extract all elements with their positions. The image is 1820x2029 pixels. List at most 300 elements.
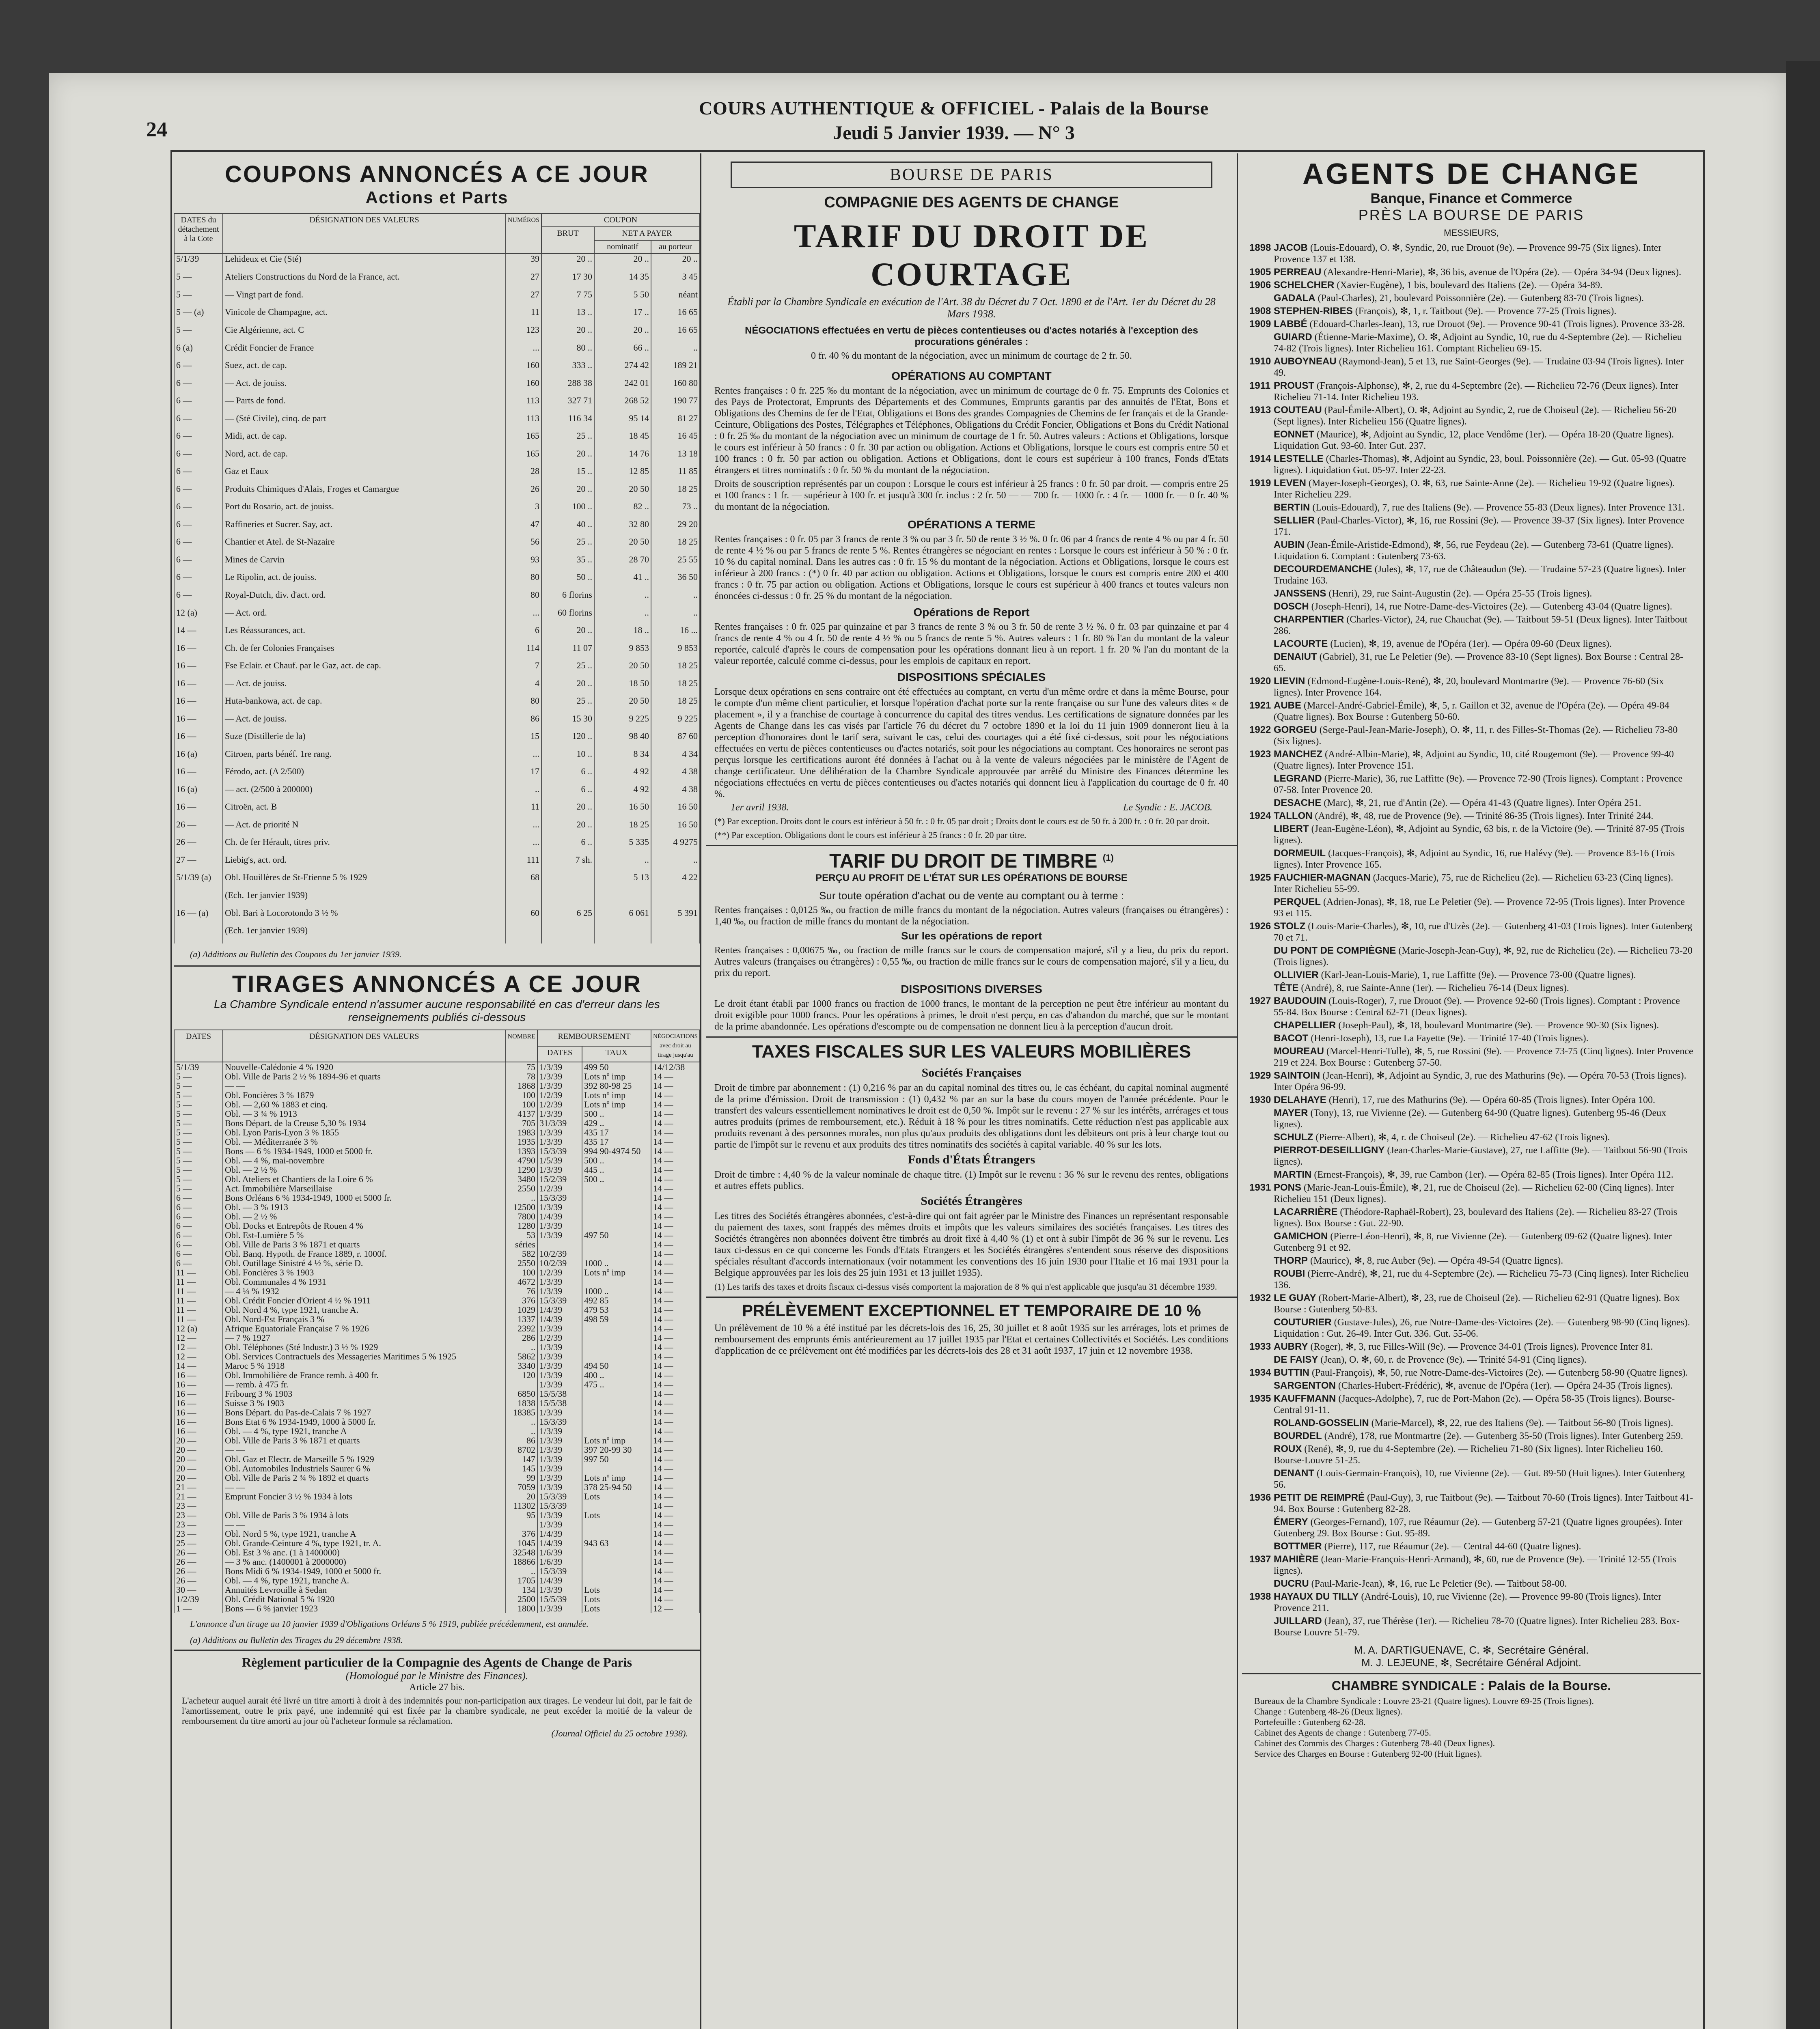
cell-brut: 25 .. (541, 696, 594, 714)
agents-sub2: PRÈS LA BOURSE DE PARIS (1358, 207, 1585, 223)
cell-neg: 14 — (651, 1146, 700, 1156)
cell-designation (223, 1501, 506, 1510)
agent-year (1249, 332, 1274, 354)
cell-brut: 20 .. (541, 625, 594, 643)
cell-numero: 7 (506, 661, 541, 678)
cell-date: 16 — (174, 696, 223, 714)
cell-rdate: 1/3/39 (537, 1202, 582, 1212)
cell-taux: 497 50 (582, 1230, 651, 1240)
cell-date: 16 — (174, 1417, 223, 1426)
cell-brut: 288 38 (541, 378, 594, 396)
cell-taux: Lots (582, 1594, 651, 1604)
cell-taux: 475 .. (582, 1380, 651, 1389)
agent-name: PIERROT-DESEILLIGNY (1274, 1145, 1385, 1156)
cell-rdate: 1/5/39 (537, 1156, 582, 1165)
cell-rdate (537, 1240, 582, 1249)
cell-rdate: 15/3/39 (537, 1492, 582, 1501)
prelev-title: PRÉLÈVEMENT EXCEPTIONNEL ET TEMPORAIRE DE 10 % (742, 1302, 1201, 1320)
cell-neg: 14 — (651, 1165, 700, 1174)
cell-designation: Vinicole de Champagne, act. (223, 307, 506, 325)
cell-designation: Fribourg 3 % 1903 (223, 1389, 506, 1398)
cell-date: 6 — (174, 449, 223, 467)
agent-entry (1249, 1554, 1693, 1577)
agent-year (1249, 651, 1274, 674)
table-row (174, 1109, 700, 1118)
cell-nominatif: 274 42 (594, 360, 651, 378)
souscription-text: Droits de souscription représentés par un coupon : Lorsque le cours est inférieur à 25 francs : 0 fr. 50 par droit. — compris entre 25 et 100 francs : 1 fr. — supérieur à 100 fr. et jusqu'à 300 fr. inclus : 2 fr. 50 — — 700 fr. — 1000 fr. : 4 fr. — 1000 fr. — 0 fr. 40 % du montant de la négociation. (714, 479, 1229, 512)
col-designation: DÉSIGNATION DES VALEURS (223, 213, 506, 254)
agent-text (1274, 969, 1693, 981)
cell-porteur: 16 45 (651, 431, 700, 449)
cell-designation: Citroën, act. B (223, 802, 506, 820)
table-row (174, 1548, 700, 1557)
table-row (174, 1277, 700, 1286)
cell-rdate: 1/3/39 (537, 1454, 582, 1464)
cell-date: 21 — (174, 1482, 223, 1492)
table-row (174, 872, 700, 890)
tirages-note1: L'annonce d'un tirage au 10 janvier 1939 d'Obligations Orléans 5 % 1919, publiée précédemment, est annulée. (190, 1619, 589, 1629)
cell-neg: 14 — (651, 1118, 700, 1128)
cell-taux: Lots (582, 1492, 651, 1501)
agent-name: CHAPELLIER (1274, 1020, 1336, 1031)
cell-porteur: 18 25 (651, 537, 700, 555)
cell-date: 6 — (174, 572, 223, 590)
cell-neg: 14 — (651, 1510, 700, 1520)
table-row (174, 1081, 700, 1090)
cell-brut: 7 75 (541, 290, 594, 308)
cell-nombre: 1800 (506, 1604, 537, 1613)
cell-porteur: 190 77 (651, 396, 700, 414)
agent-entry (1249, 810, 1693, 822)
cell-porteur: .. (651, 855, 700, 873)
cell-rdate: 1/3/39 (537, 1520, 582, 1529)
chambre-lines (1254, 1696, 1688, 1759)
cell-rdate: 1/3/39 (537, 1324, 582, 1333)
cell-rdate: 15/3/39 (537, 1417, 582, 1426)
reglement-text: L'acheteur auquel aurait été livré un titre amorti à droit à des indemnités pour non-participation aux tirages. Le vendeur lui doit, par le fait de l'amortissement, outre le prix payé, une indemnité qui est fixée par la chambre syndicale, ne peut excéder la moitié de la valeur de remboursement du titre amorti au jour où l'acheteur formule sa réclamation. (182, 1695, 692, 1726)
agent-text (1274, 1591, 1693, 1614)
cell-numero: 80 (506, 696, 541, 714)
agent-entry (1249, 1367, 1693, 1379)
col-dates: DATES du détachement à la Cote (174, 213, 223, 254)
cell-date: 6 — (174, 484, 223, 502)
agent-text (1274, 319, 1693, 330)
cell-designation: Obl. — 4 %, type 1921, tranche A (223, 1426, 506, 1436)
cell-nombre: 18385 (506, 1408, 537, 1417)
cell-porteur (651, 890, 700, 908)
cell-designation: Royal-Dutch, div. d'act. ord. (223, 590, 506, 608)
agent-details: (Jean), O. ✻, 60, r. de Provence (9e). — Trinité 54-91 (Cinq lignes). (1320, 1355, 1587, 1365)
table-row (174, 378, 700, 396)
agent-year: 1936 (1249, 1492, 1271, 1503)
cell-nominatif: 18 .. (594, 625, 651, 643)
agent-name: MARTIN (1274, 1169, 1312, 1180)
cell-taux (582, 1529, 651, 1538)
cell-date (174, 926, 223, 943)
agent-details: (Jean-Charles-Marie-Gustave), 27, rue Laffitte (9e). — Taitbout 56-90 (Trois lignes). (1274, 1145, 1688, 1167)
cell-rdate: 1/3/39 (537, 1464, 582, 1473)
agent-text (1274, 773, 1693, 796)
cell-date: 16 — (174, 802, 223, 820)
cell-designation: Obl. Gaz et Electr. de Marseille 5 % 1929 (223, 1454, 506, 1464)
cell-nombre: 147 (506, 1454, 537, 1464)
cell-nombre: .. (506, 1426, 537, 1436)
agent-details: (Jacques-Marie), 75, rue de Richelieu (2e). — Richelieu 63-23 (Cinq lignes). Inter Richelieu 55-99. (1274, 872, 1673, 894)
exception-1: (*) Par exception. Droits dont le cours est inférieur à 50 fr. : 0 fr. 05 par droit ; Droits dont le cours est de 50 fr. à 200 fr. : 0 fr. 20 par droit. (714, 816, 1210, 826)
cell-taux (582, 1398, 651, 1408)
cell-designation: — — (223, 1520, 506, 1529)
cell-rdate: 1/4/39 (537, 1314, 582, 1324)
cell-designation: Obl. Est-Lumière 5 % (223, 1230, 506, 1240)
cell-neg: 14 — (651, 1268, 700, 1277)
agent-name: BUTTIN (1274, 1367, 1309, 1378)
cell-nombre: 8702 (506, 1445, 537, 1454)
cell-numero: 11 (506, 307, 541, 325)
agent-year: 1906 (1249, 280, 1271, 291)
cell-designation: — 7 % 1927 (223, 1333, 506, 1342)
cell-designation: Midi, act. de cap. (223, 431, 506, 449)
cell-brut (541, 926, 594, 943)
table-row (174, 1090, 700, 1100)
cell-nominatif: 20 50 (594, 696, 651, 714)
cell-rdate: 1/4/39 (537, 1305, 582, 1314)
timbre-intro: Sur toute opération d'achat ou de vente au comptant ou à terme : (819, 890, 1124, 902)
cell-porteur: .. (651, 343, 700, 361)
agent-name: SCHULZ (1274, 1132, 1313, 1143)
cell-neg: 14 — (651, 1342, 700, 1352)
agent-details: (Robert-Marie-Albert), ✻, 23, rue de Choiseul (2e). — Richelieu 62-91 (Quatre lignes). Box Bourse : Gutenberg 50-83. (1274, 1293, 1680, 1315)
table-row (174, 1268, 700, 1277)
cell-date: 6 (a) (174, 343, 223, 361)
cell-nombre: 53 (506, 1230, 537, 1240)
agent-entry (1249, 921, 1693, 943)
agent-year: 1920 (1249, 676, 1271, 687)
table-row (174, 784, 700, 802)
cell-designation: Obl. — 3 ¾ % 1913 (223, 1109, 506, 1118)
agent-name: SARGENTON (1274, 1380, 1336, 1391)
cell-neg: 14 — (651, 1212, 700, 1221)
agent-entry (1249, 1107, 1693, 1130)
table-row (174, 1230, 700, 1240)
agent-entry (1249, 848, 1693, 870)
cell-nombre: séries (506, 1240, 537, 1249)
agent-details: (Jean-Marie-François-Henri-Armand), ✻, 60, rue de Provence (9e). — Trinité 12-55 (Trois lignes). (1274, 1554, 1676, 1576)
cell-nombre: 1868 (506, 1081, 537, 1090)
table-row (174, 1202, 700, 1212)
agent-name: STEPHEN-RIBES (1274, 306, 1353, 317)
agent-name: BAUDOUIN (1274, 995, 1326, 1006)
agent-year: 1930 (1249, 1094, 1271, 1105)
cell-nominatif: 41 .. (594, 572, 651, 590)
cell-date: 16 — (174, 678, 223, 696)
cell-neg: 14 — (651, 1576, 700, 1585)
cell-nominatif: 28 70 (594, 555, 651, 573)
agent-name: AUBOYNEAU (1274, 356, 1337, 367)
agent-name: ÉMERY (1274, 1516, 1308, 1527)
agent-year: 1910 (1249, 356, 1271, 367)
table-row (174, 325, 700, 343)
cell-brut: 6 25 (541, 908, 594, 926)
cell-rdate: 1/3/39 (537, 1352, 582, 1361)
cell-brut: 15 30 (541, 714, 594, 732)
agent-year: 1923 (1249, 749, 1271, 760)
cell-designation: — (Sté Civile), cinq. de part (223, 414, 506, 431)
cell-rdate: 1/6/39 (537, 1557, 582, 1566)
cell-date: 6 — (174, 1240, 223, 1249)
agent-year (1249, 1516, 1274, 1539)
cell-neg: 12 — (651, 1604, 700, 1613)
agent-details: (Paul-Charles), 21, boulevard Poissonnière (2e). — Gutenberg 83-70 (Trois lignes). (1318, 293, 1644, 304)
cell-porteur: 18 25 (651, 661, 700, 678)
cell-taux (582, 1548, 651, 1557)
agent-details: (André), ✻, 48, rue de Provence (9e). — Trinité 86-35 (Trois lignes). Inter Trinité 244. (1315, 811, 1654, 821)
terme-title: OPÉRATIONS A TERME (908, 518, 1035, 531)
cell-brut (541, 890, 594, 908)
agent-text (1274, 280, 1693, 291)
agent-year (1249, 1132, 1274, 1143)
cell-date: 5/1/39 (a) (174, 872, 223, 890)
agent-details: (Paul-Émile-Albert), O. ✻, Adjoint au Syndic, 2, rue de Choiseul (2e). — Richelieu 56-20 (Sept lignes). Inter Richelieu 156 (Quatre lignes). (1274, 405, 1676, 427)
cell-brut: 327 71 (541, 396, 594, 414)
cell-neg: 14 — (651, 1296, 700, 1305)
cell-date: 21 — (174, 1492, 223, 1501)
cell-brut: 20 .. (541, 325, 594, 343)
agent-details: (Henri), 29, rue Saint-Augustin (2e). — Opéra 25-55 (Trois lignes). (1328, 588, 1592, 599)
cell-designation: Gaz et Eaux (223, 466, 506, 484)
cell-date: 5/1/39 (174, 254, 223, 272)
cell-neg: 14 — (651, 1100, 700, 1109)
agent-details: (Marc), ✻, 21, rue d'Antin (2e). — Opéra 41-43 (Quatre lignes). Inter Opéra 251. (1324, 798, 1641, 808)
agent-text (1274, 749, 1693, 771)
cell-taux: 994 90-4974 50 (582, 1146, 651, 1156)
cell-numero: 56 (506, 537, 541, 555)
agent-text (1274, 945, 1693, 968)
reglement-subtitle: (Homologué par le Ministre des Finances). (345, 1670, 528, 1682)
col-t-dates: DATES (174, 1030, 223, 1062)
agent-year: 1919 (1249, 478, 1271, 489)
table-row (174, 1585, 700, 1594)
agent-text (1274, 1541, 1693, 1552)
agent-text (1274, 1020, 1693, 1031)
agent-name: ROUX (1274, 1443, 1302, 1454)
cell-designation: Fse Eclair. et Chauf. par le Gaz, act. de cap. (223, 661, 506, 678)
cell-nombre: 1935 (506, 1137, 537, 1146)
cell-brut (541, 872, 594, 890)
cell-taux: 943 63 (582, 1538, 651, 1548)
cell-nominatif: .. (594, 608, 651, 626)
cell-nominatif: 242 01 (594, 378, 651, 396)
cell-neg: 14 — (651, 1594, 700, 1604)
table-row (174, 890, 700, 908)
cell-designation: Obl. Ville de Paris 2 ¾ % 1892 et quarts (223, 1473, 506, 1482)
agent-entry (1249, 945, 1693, 968)
table-row (174, 1137, 700, 1146)
cell-neg: 14 — (651, 1464, 700, 1473)
cell-designation: Bons Etat 6 % 1934-1949, 1000 à 5000 fr. (223, 1417, 506, 1426)
cell-neg: 14 — (651, 1072, 700, 1081)
agent-entry (1249, 1591, 1693, 1614)
agent-entry (1249, 539, 1693, 562)
agent-text (1274, 810, 1693, 822)
cell-nominatif: 14 76 (594, 449, 651, 467)
agent-name: JACOB (1274, 242, 1308, 253)
cell-designation: — act. (2/500 à 200000) (223, 784, 506, 802)
agent-text (1274, 539, 1693, 562)
agent-entry (1249, 614, 1693, 637)
cell-rdate: 1/3/39 (537, 1445, 582, 1454)
agents-list (1242, 242, 1701, 1638)
chambre-line: Bureaux de la Chambre Syndicale : Louvre 23-21 (Quatre lignes). Louvre 69-25 (Trois lignes). (1254, 1696, 1594, 1706)
cell-nombre: 7800 (506, 1212, 537, 1221)
agent-name: THORP (1274, 1255, 1308, 1266)
cell-neg: 14 — (651, 1081, 700, 1090)
cell-taux (582, 1184, 651, 1193)
masthead-date: Jeudi 5 Janvier 1939. — N° 3 (833, 122, 1075, 144)
cell-brut: 20 .. (541, 678, 594, 696)
agent-entry (1249, 1231, 1693, 1254)
cell-designation: Obl. Est 3 % anc. (1 à 1400000) (223, 1548, 506, 1557)
timbre-title: TARIF DU DROIT DE TIMBRE (829, 851, 1098, 872)
cell-rdate: 1/4/39 (537, 1212, 582, 1221)
cell-date: 30 — (174, 1585, 223, 1594)
table-row (174, 1174, 700, 1184)
agent-text (1274, 1255, 1693, 1267)
fr-title: Sociétés Françaises (921, 1066, 1022, 1079)
agent-name: HAYAUX DU TILLY (1274, 1591, 1359, 1602)
cell-neg: 14 — (651, 1193, 700, 1202)
cell-neg: 14 — (651, 1482, 700, 1492)
cell-date: 16 (a) (174, 749, 223, 767)
cell-designation: Obl. Automobiles Industriels Saurer 6 % (223, 1464, 506, 1473)
cell-neg: 14 — (651, 1305, 700, 1314)
cell-date: 16 — (a) (174, 908, 223, 926)
cell-taux: Lots (582, 1585, 651, 1594)
chambre-line: Portefeuille : Gutenberg 62-28. (1254, 1717, 1366, 1727)
agent-name: OLLIVIER (1274, 969, 1319, 980)
agent-details: (Jean), 37, rue Thérèse (1er). — Richelieu 78-70 (Quatre lignes). Inter Richelieu 283. Box-Bourse Louvre 51-79. (1274, 1616, 1680, 1638)
coupons-table (174, 213, 700, 943)
etats-title: Fonds d'États Étrangers (908, 1153, 1035, 1166)
cell-date: 26 — (174, 1566, 223, 1576)
col-t-neg: NÉGOCIATIONS avec droit au tirage jusqu'au (651, 1030, 700, 1062)
cell-designation: — — (223, 1482, 506, 1492)
agent-entry (1249, 588, 1693, 599)
cell-brut: 116 34 (541, 414, 594, 431)
cell-date: 6 — (174, 414, 223, 431)
agent-text (1274, 1292, 1693, 1315)
cell-nombre: 2392 (506, 1324, 537, 1333)
cell-rdate: 15/5/39 (537, 1594, 582, 1604)
cell-rdate: 10/2/39 (537, 1249, 582, 1258)
agent-text (1274, 1492, 1693, 1515)
cell-porteur: 18 25 (651, 484, 700, 502)
cell-nominatif (594, 890, 651, 908)
cell-taux: 997 50 (582, 1454, 651, 1464)
table-row (174, 1408, 700, 1417)
cell-date: 6 — (174, 466, 223, 484)
cell-nombre: 1838 (506, 1398, 537, 1408)
agent-name: DU PONT DE COMPIÈGNE (1274, 945, 1396, 956)
cell-date: 16 (a) (174, 784, 223, 802)
cell-nominatif: 4 92 (594, 767, 651, 784)
agent-details: (Paul-Charles-Victor), ✻, 16, rue Rossini (9e). — Provence 39-37 (Six lignes). Inter Provence 171. (1274, 515, 1684, 537)
cell-taux: 500 .. (582, 1109, 651, 1118)
agent-details: (Louis-Edouard), 7, rue des Italiens (9e). — Provence 55-83 (Deux lignes). Inter Provence 131. (1312, 502, 1685, 513)
agent-name: LEGRAND (1274, 773, 1322, 784)
cell-nombre: 100 (506, 1268, 537, 1277)
cell-date: 6 — (174, 502, 223, 519)
agent-name: DELAHAYE (1274, 1094, 1326, 1105)
agent-text (1274, 453, 1693, 476)
cell-designation: Obl. Foncières 3 % 1879 (223, 1090, 506, 1100)
agent-details: (Louis-Marie-Charles), ✻, 10, rue d'Uzès (2e). — Gutenberg 41-03 (Trois lignes). Inter Gutenberg 70 et 71. (1274, 921, 1693, 943)
agent-year (1249, 773, 1274, 796)
agent-name: PERREAU (1274, 267, 1322, 278)
exception-2: (**) Par exception. Obligations dont le cours est inférieur à 25 francs : 0 fr. 20 par titre. (714, 830, 1026, 840)
agent-year (1249, 945, 1274, 968)
cell-date: 16 — (174, 1370, 223, 1380)
cell-nominatif: 9 225 (594, 714, 651, 732)
agent-name: FAUCHIER-MAGNAN (1274, 872, 1371, 883)
agent-year (1249, 515, 1274, 538)
cell-rdate: 1/3/39 (537, 1221, 582, 1230)
cell-date: 6 — (174, 1212, 223, 1221)
table-row (174, 272, 700, 290)
agent-entry (1249, 1578, 1693, 1590)
agent-entry (1249, 1317, 1693, 1340)
cell-numero: 27 (506, 290, 541, 308)
agent-text (1274, 332, 1693, 354)
cell-rdate: 15/3/39 (537, 1296, 582, 1305)
agent-entry (1249, 453, 1693, 476)
cell-nombre: 5862 (506, 1352, 537, 1361)
table-row (174, 396, 700, 414)
agent-entry (1249, 1033, 1693, 1044)
cell-porteur: 160 80 (651, 378, 700, 396)
cell-nominatif: 20 50 (594, 484, 651, 502)
cell-date: 12 — (174, 1342, 223, 1352)
cell-rdate: 1/3/39 (537, 1109, 582, 1118)
cell-brut: 35 .. (541, 555, 594, 573)
cell-date: 16 — (174, 1426, 223, 1436)
col-brut: BRUT (541, 227, 594, 254)
agent-entry (1249, 478, 1693, 500)
cell-numero (506, 890, 541, 908)
cell-numero: 27 (506, 272, 541, 290)
cell-neg: 14 — (651, 1492, 700, 1501)
agent-name: TALLON (1274, 810, 1313, 821)
cell-nombre: .. (506, 1566, 537, 1576)
timbre-text: Rentes françaises : 0,0125 ‰, ou fraction de mille francs du montant de la négociation. Autres valeurs (françaises ou étrangères) : 1,40 ‰, ou fraction de mille francs du montant de la négociation. (714, 905, 1229, 927)
table-row (174, 1510, 700, 1520)
cell-date: 25 — (174, 1538, 223, 1548)
agent-year (1249, 982, 1274, 994)
prelev-text: Un prélèvement de 10 % a été institué par les décrets-lois des 16, 25, 30 juillet et 8 août 1935 sur les arrérages, lots et primes de remboursement des emprunts émis antérieurement au 17 juillet 1935 par l'Etat et certaines Collectivités et Sociétés. Les conditions d'application de ce prélèvement ont été modifiées par les décrets-lois des 28 et 31 août 1937, 17 juin et 12 novembre 1938. (714, 1323, 1229, 1356)
cell-nominatif: 18 25 (594, 820, 651, 838)
agent-name: GAMICHON (1274, 1231, 1328, 1242)
agent-text (1274, 896, 1693, 919)
agent-text (1274, 1554, 1693, 1577)
cell-designation: — remb. à 475 fr. (223, 1380, 506, 1389)
cell-brut: 60 florins (541, 608, 594, 626)
cell-numero: 6 (506, 625, 541, 643)
agent-details: (Théodore-Raphaël-Robert), 23, boulevard des Italiens (2e). — Richelieu 83-27 (Trois lignes). Box Bourse : Gut. 22-90. (1274, 1207, 1678, 1229)
cell-designation: Obl. Ville de Paris 3 % 1871 et quarts (223, 1436, 506, 1445)
table-row (174, 1062, 700, 1072)
table-row (174, 749, 700, 767)
table-row (174, 555, 700, 573)
agent-name: MOUREAU (1274, 1046, 1324, 1057)
